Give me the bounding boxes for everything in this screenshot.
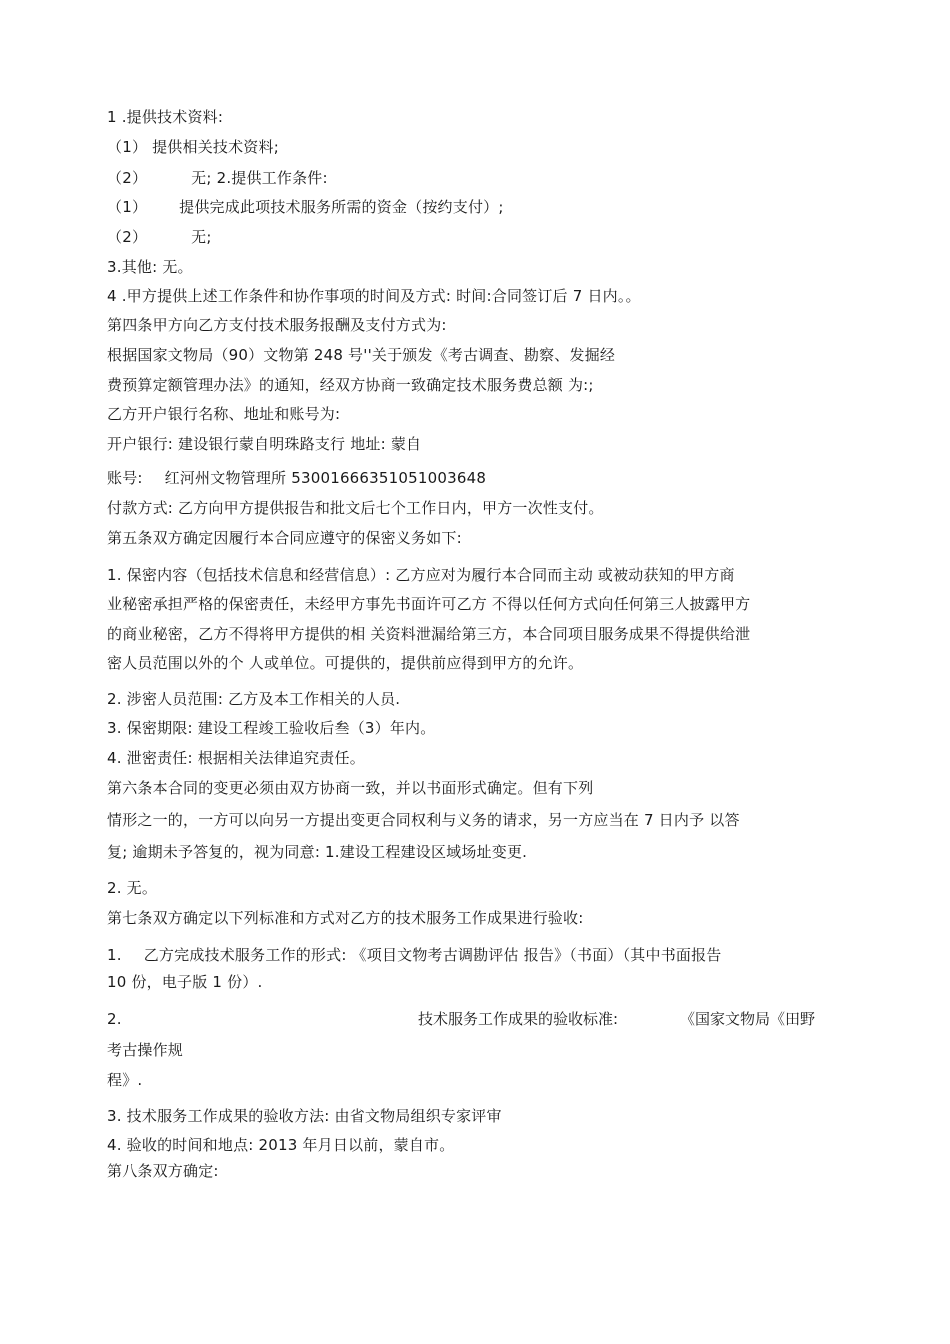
text-line: 2. 涉密人员范围: 乙方及本工作相关的人员. bbox=[107, 690, 401, 708]
text-line: 考古操作规 bbox=[107, 1041, 184, 1059]
text-line: 根据国家文物局（90）文物第 248 号''关于颁发《考古调查、勘察、发掘经 bbox=[107, 346, 616, 364]
text-line bbox=[107, 197, 504, 217]
text-line: 10 份，电子版 1 份）. bbox=[107, 973, 263, 991]
item-number: 1. bbox=[107, 946, 122, 964]
text-line: 复; 逾期未予答复的，视为同意: 1.建设工程建设区域场址变更. bbox=[107, 843, 528, 861]
text-line: 开户银行: 建设银行蒙自明珠路支行 地址: 蒙自 bbox=[107, 435, 422, 453]
item-text: 无; bbox=[191, 228, 212, 246]
text-segment: 技术服务工作成果的验收标准: bbox=[418, 1010, 619, 1028]
item-number: （2） bbox=[107, 169, 148, 187]
text-line: 情形之一的，一方可以向另一方提出变更合同权利与义务的请求，另一方应当在 7 日内予 以答 bbox=[107, 811, 740, 829]
text-line: （1） 提供相关技术资料; bbox=[107, 138, 279, 156]
text-line: 2. 无。 bbox=[107, 879, 158, 897]
text-line: 4. 泄密责任: 根据相关法律追究责任。 bbox=[107, 749, 365, 767]
text-line: 1 .提供技术资料: bbox=[107, 108, 224, 126]
item-number: （1） bbox=[107, 198, 148, 216]
text-line: 乙方开户银行名称、地址和账号为: bbox=[107, 405, 341, 423]
field-value: 红河州文物管理所 53001666351051003648 bbox=[164, 469, 487, 487]
text-line: 1. 保密内容（包括技术信息和经营信息）: 乙方应对为履行本合同而主动 或被动获知的甲方商 bbox=[107, 566, 735, 584]
field-label: 账号: bbox=[107, 469, 143, 487]
item-number: （2） bbox=[107, 228, 148, 246]
text-line: 程》. bbox=[107, 1071, 143, 1089]
text-line: 第五条双方确定因履行本合同应遵守的保密义务如下: bbox=[107, 529, 462, 547]
item-text: 无; 2.提供工作条件: bbox=[191, 169, 328, 187]
item-text: 提供完成此项技术服务所需的资金（按约支付）; bbox=[179, 198, 504, 216]
text-line: 3. 保密期限: 建设工程竣工验收后叁（3）年内。 bbox=[107, 719, 436, 737]
item-text: 乙方完成技术服务工作的形式: 《项目文物考古调勘评估 报告》（书面）（其中书面报告 bbox=[143, 946, 722, 964]
text-line: 3.其他: 无。 bbox=[107, 258, 193, 276]
text-segment: 《国家文物局《田野 bbox=[680, 1010, 816, 1028]
text-line bbox=[107, 468, 486, 488]
text-line: 第四条甲方向乙方支付技术服务报酬及支付方式为: bbox=[107, 316, 447, 334]
text-line: 的商业秘密，乙方不得将甲方提供的相 关资料泄漏给第三方，本合同项目服务成果不得提供给泄 bbox=[107, 625, 751, 643]
text-line bbox=[107, 945, 722, 965]
text-line: 第七条双方确定以下列标准和方式对乙方的技术服务工作成果进行验收: bbox=[107, 909, 584, 927]
text-line: 4 .甲方提供上述工作条件和协作事项的时间及方式: 时间:合同签订后 7 日内。。 bbox=[107, 287, 641, 305]
text-line: 第六条本合同的变更必须由双方协商一致，并以书面形式确定。但有下列 bbox=[107, 779, 594, 797]
text-line: 付款方式: 乙方向甲方提供报告和批文后七个工作日内，甲方一次性支付。 bbox=[107, 499, 604, 517]
text-line: 第八条双方确定: bbox=[107, 1162, 219, 1180]
text-line bbox=[107, 168, 328, 188]
text-line: 费预算定额管理办法》的通知，经双方协商一致确定技术服务费总额 为:; bbox=[107, 376, 594, 394]
text-line: 密人员范围以外的个 人或单位。可提供的，提供前应得到甲方的允许。 bbox=[107, 654, 584, 672]
text-line: 业秘密承担严格的保密责任，未经甲方事先书面许可乙方 不得以任何方式向任何第三人披露甲方 bbox=[107, 595, 751, 613]
item-number: 2. bbox=[107, 1010, 122, 1028]
text-line: 4. 验收的时间和地点: 2013 年月日以前，蒙自市。 bbox=[107, 1136, 455, 1154]
text-line: 3. 技术服务工作成果的验收方法: 由省文物局组织专家评审 bbox=[107, 1107, 502, 1125]
text-line bbox=[107, 227, 212, 247]
